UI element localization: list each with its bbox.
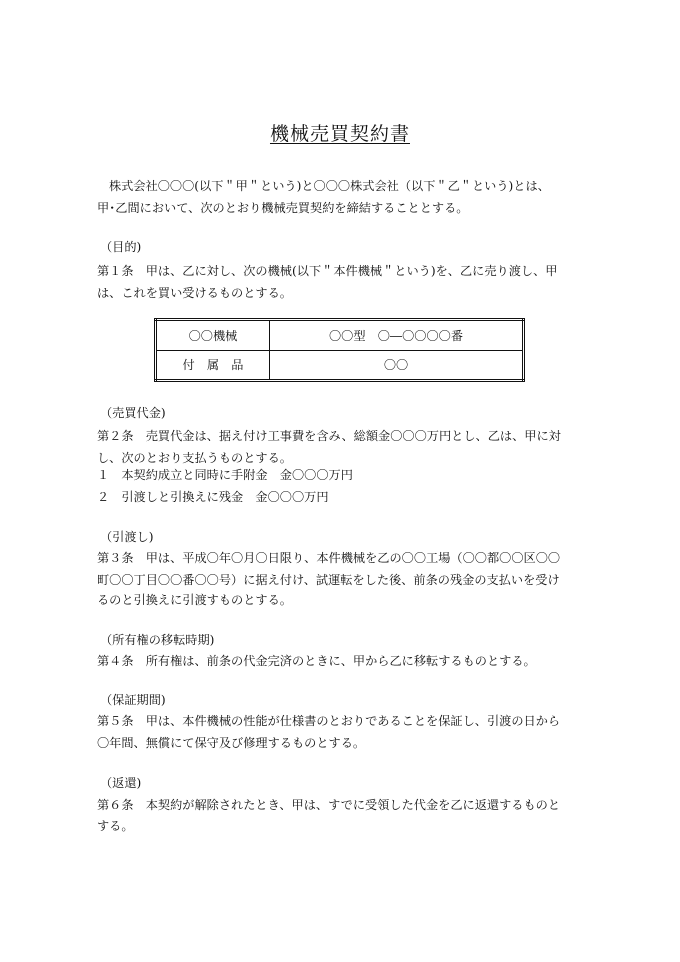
article-line: は、これを買い受けるものとする。 <box>97 286 292 300</box>
table-cell-value: 〇〇型 〇―〇〇〇〇番 <box>270 320 524 351</box>
article-line: 第３条 甲は、平成〇年〇月〇日限り、本件機械を乙の〇〇工場（〇〇都〇〇区〇〇 <box>97 551 561 565</box>
article-line: し、次のとおり支払うものとする。 <box>97 451 292 465</box>
article-line: 第６条 本契約が解除されたとき、甲は、すでに受領した代金を乙に返還するものと <box>97 798 561 812</box>
article-heading: （所有権の移転時期) <box>100 633 215 647</box>
article-line: 第５条 甲は、本件機械の性能が仕様書のとおりであることを保証し、引渡の日から <box>97 714 561 728</box>
document-title: 機械売買契約書 <box>269 123 410 145</box>
list-item: ２ 引渡しと引換えに残金 金〇〇〇万円 <box>97 490 329 504</box>
table-cell-label: 付 属 品 <box>156 350 270 381</box>
table-row <box>156 350 524 381</box>
article-line: るのと引換えに引渡すものとする。 <box>97 593 292 607</box>
machine-table <box>154 318 525 382</box>
table-cell-value: 〇〇 <box>270 350 524 381</box>
intro-line: 甲･乙間において、次のとおり機械売買契約を締結することとする。 <box>97 201 469 215</box>
article-line: 町〇〇丁目〇〇番〇〇号）に据え付け、試運転をした後、前条の残金の支払いを受け <box>97 573 560 587</box>
table-row <box>156 320 524 351</box>
article-line: 〇年間、無償にて保守及び修理するものとする。 <box>97 736 366 750</box>
article-line: 第１条 甲は、乙に対し、次の機械(以下＂本件機械＂という)を、乙に売り渡し、甲 <box>97 264 558 278</box>
list-item: １ 本契約成立と同時に手附金 金〇〇〇万円 <box>97 468 353 482</box>
intro-line: 株式会社〇〇〇(以下＂甲＂という)と〇〇〇株式会社（以下＂乙＂という)とは、 <box>109 179 550 193</box>
article-line: 第４条 所有権は、前条の代金完済のときに、甲から乙に移転するものとする。 <box>97 654 536 668</box>
table-cell-label: 〇〇機械 <box>156 320 270 351</box>
article-heading: （保証期間) <box>100 693 166 707</box>
article-heading: （引渡し) <box>100 530 154 544</box>
article-heading: （返還) <box>100 776 142 790</box>
article-heading: （売買代金) <box>100 406 166 420</box>
article-line: 第２条 売買代金は、据え付け工事費を含み、総額金〇〇〇万円とし、乙は、甲に対 <box>97 429 561 443</box>
article-line: する。 <box>97 819 134 833</box>
article-heading: （目的) <box>100 240 142 254</box>
